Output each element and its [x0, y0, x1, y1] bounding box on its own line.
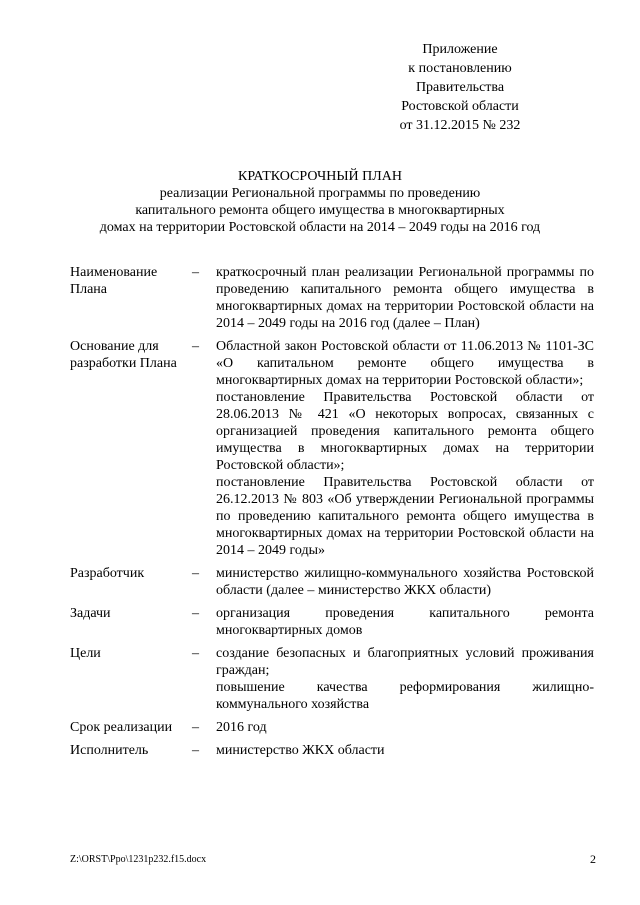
passport-row-value — [216, 264, 594, 332]
passport-row-paragraph: постановление Правительства Ростовской области от 26.12.2013 № 803 «Об утверждении Региональной программы по проведению капитального ремонта общего имущества в многоквартирных домах на территории Ростовской области на 2014 – 2049 годы» — [216, 475, 594, 558]
passport-row-dash: – — [192, 606, 199, 621]
passport-row-dash: – — [192, 566, 199, 581]
passport-row-label: Срок реализации — [70, 720, 173, 735]
footer-page-number: 2 — [590, 852, 596, 866]
passport-row — [70, 645, 594, 713]
appendix-line: к постановлению — [408, 61, 512, 76]
passport-row-paragraph: повышение качества реформирования жилищно-коммунального хозяйства — [216, 680, 594, 712]
passport-row — [70, 719, 594, 736]
passport-row-paragraph: создание безопасных и благоприятных условий проживания граждан; — [216, 646, 594, 678]
passport-row-dash: – — [192, 743, 199, 758]
passport-row-value — [216, 565, 594, 599]
passport-row-dash: – — [192, 339, 199, 354]
passport-row-label: Цели — [70, 646, 101, 661]
passport-row-label: Исполнитель — [70, 743, 149, 758]
passport-row-label: Основание для разработки Плана — [70, 339, 177, 371]
passport-row-value — [216, 338, 594, 559]
passport-row — [70, 742, 594, 759]
passport-row-label: Наименование Плана — [70, 265, 158, 297]
passport-row-dash: – — [192, 265, 199, 280]
passport-row-paragraph: постановление Правительства Ростовской области от 28.06.2013 № 421 «О некоторых вопросах, связанных с организацией проведения капитального ремонта общего имущества в многоквартирных домах на территории Ростовской области»; — [216, 390, 594, 473]
passport-row-dash: – — [192, 720, 199, 735]
plan-passport-table — [70, 264, 594, 765]
passport-row-paragraph: организация проведения капитального ремонта многоквартирных домов — [216, 606, 594, 638]
appendix-block — [360, 40, 560, 135]
passport-row-dash: – — [192, 646, 199, 661]
title-heading: КРАТКОСРОЧНЫЙ ПЛАН — [238, 169, 402, 184]
passport-row-paragraph: Областной закон Ростовской области от 11.06.2013 № 1101-ЗС «О капитальном ремонте общего имущества в многоквартирных домах на территории Ростовской области»; — [216, 339, 594, 388]
appendix-line: Приложение — [422, 42, 498, 57]
appendix-line: Ростовской области — [401, 99, 519, 114]
title-subtitle-line: реализации Региональной программы по проведению — [159, 186, 481, 201]
passport-row-value — [216, 719, 594, 736]
appendix-line: Правительства — [415, 80, 505, 95]
passport-row-label: Задачи — [70, 606, 111, 621]
title-subtitle-line: домах на территории Ростовской области на 2014 – 2049 годы на 2016 год — [99, 220, 541, 235]
passport-row — [70, 338, 594, 559]
document-title — [0, 168, 640, 236]
passport-row — [70, 264, 594, 332]
passport-row-paragraph: 2016 год — [216, 720, 267, 735]
title-subtitle-line: капитального ремонта общего имущества в многоквартирных — [135, 203, 505, 218]
passport-row-paragraph: министерство жилищно-коммунального хозяйства Ростовской области (далее – министерство ЖКХ области) — [216, 566, 594, 598]
passport-row-label: Разработчик — [70, 566, 145, 581]
passport-row-value — [216, 742, 594, 759]
passport-row — [70, 605, 594, 639]
passport-row-paragraph: министерство ЖКХ области — [216, 743, 385, 758]
passport-row-paragraph: краткосрочный план реализации Региональной программы по проведению капитального ремонта общего имущества в многоквартирных домах на территории Ростовской области на 2014 – 2049 годы на 2016 год (далее – План) — [216, 265, 594, 331]
passport-row-value — [216, 605, 594, 639]
passport-row — [70, 565, 594, 599]
passport-row-value — [216, 645, 594, 713]
footer-file-path: Z:\ORST\Ppo\1231p232.f15.docx — [70, 854, 207, 865]
appendix-line: от 31.12.2015 № 232 — [399, 118, 521, 133]
